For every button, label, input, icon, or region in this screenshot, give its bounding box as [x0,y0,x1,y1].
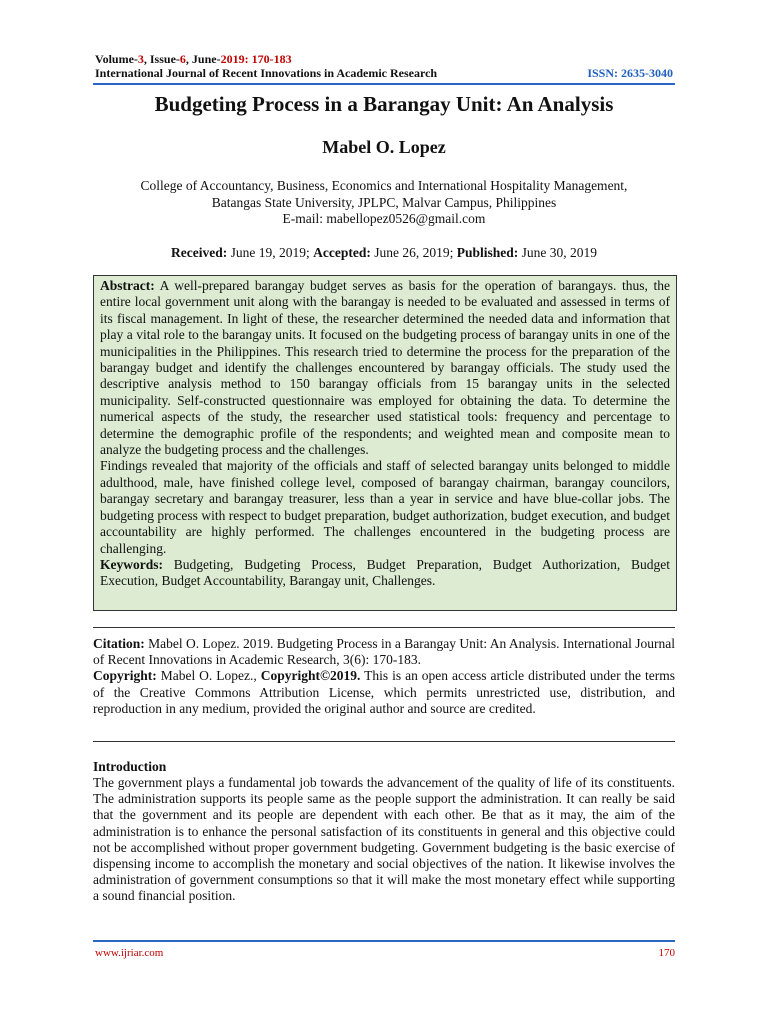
keywords: Keywords: Budgeting, Budgeting Process, Budget Preparation, Budget Authorization, Budget Execution, Budget Accountability, Barangay unit, Challenges. [100,556,670,589]
introduction-text: The government plays a fundamental job towards the advancement of the quality of life of its constituents. The administration supports its people same as the people support the administration. It can really be said that the government and its people are dependent with each other. Be that as it may, the aim of the administration is to enhance the personal satisfaction of its constituents in general and this objective could not be accomplished without proper government budgeting. Government budgeting is the basic exercise of dispensing income to accomplish the monetary and social objectives of the nation. It likewise involves the administration of government consumptions so that it will make the most monetary effect while supporting a sound financial position. [93,775,675,904]
abstract-box [93,275,677,611]
publication-dates: Received: June 19, 2019; Accepted: June 26, 2019; Published: June 30, 2019 [171,245,597,260]
affiliation [0,178,768,228]
affiliation-line-2: Batangas State University, JPLPC, Malvar Campus, Philippines [211,194,557,210]
affiliation-line-1: College of Accountancy, Business, Economics and International Hospitality Management, [140,178,628,193]
issn: ISSN: 2635-3040 [587,66,673,80]
footer-divider [93,940,675,942]
volume-issue-line: Volume-3, Issue-6, June-2019: 170-183 [95,52,292,66]
citation-block [93,636,675,717]
author-email: E-mail: mabellopez0526@gmail.com [282,211,486,226]
copyright: Copyright: Mabel O. Lopez., Copyright©2019. This is an open access article distributed under the terms of the Creative Commons Attribution License, which permits unrestricted use, distribution, and reproduction in any medium, provided the original author and source are credited. [93,668,676,716]
abstract-paragraph-1: Abstract: A well-prepared barangay budget serves as basis for the operation of barangays. thus, the entire local government unit along with the barangay is needed to be evaluated and assessed in terms of its fiscal management. In light of these, the researcher determined the needed data and information that play a vital role to the barangay units. It focused on the budgeting process of barangay units in one of the municipalities in the Philippines. This research tried to determine the process for the preparation of the barangay budget and identify the challenges encountered by barangay officials. The study used the descriptive analysis method to 150 barangay officials from 15 barangay units in the selected municipality. Self-constructed questionnaire was employed for obtaining the data. To determine the numerical aspects of the study, the researcher used statistical tools: frequency and percentage to determine the demographic profile of the respondents; and weighted mean and composite mean to analyze the budgeting process and the challenges. [100,278,670,458]
citation: Citation: Mabel O. Lopez. 2019. Budgeting Process in a Barangay Unit: An Analysis. International Journal of Recent Innovations in Academic Research, 3(6): 170-183. [93,636,675,668]
paper-title: Budgeting Process in a Barangay Unit: An Analysis [154,92,614,116]
journal-name: International Journal of Recent Innovations in Academic Research [95,66,438,80]
citation-bottom-divider [93,741,675,742]
header-divider [93,83,675,85]
abstract-paragraph-2: Findings revealed that majority of the officials and staff of selected barangay units belonged to middle adulthood, male, have finished college level, composed of barangay chairman, barangay councilors, barangay secretary and barangay treasurer, less than a year in service and have blue-collar jobs. The budgeting process with respect to budget preparation, budget authorization, budget execution, and budget accountability are highly performed. The challenges encountered in the budgeting process are challenging. [100,458,670,556]
author-name: Mabel O. Lopez [322,137,446,157]
footer-url-link[interactable]: www.ijriar.com [95,947,164,959]
introduction-heading: Introduction [93,759,167,774]
citation-top-divider [93,627,675,628]
page-number: 170 [658,947,675,959]
